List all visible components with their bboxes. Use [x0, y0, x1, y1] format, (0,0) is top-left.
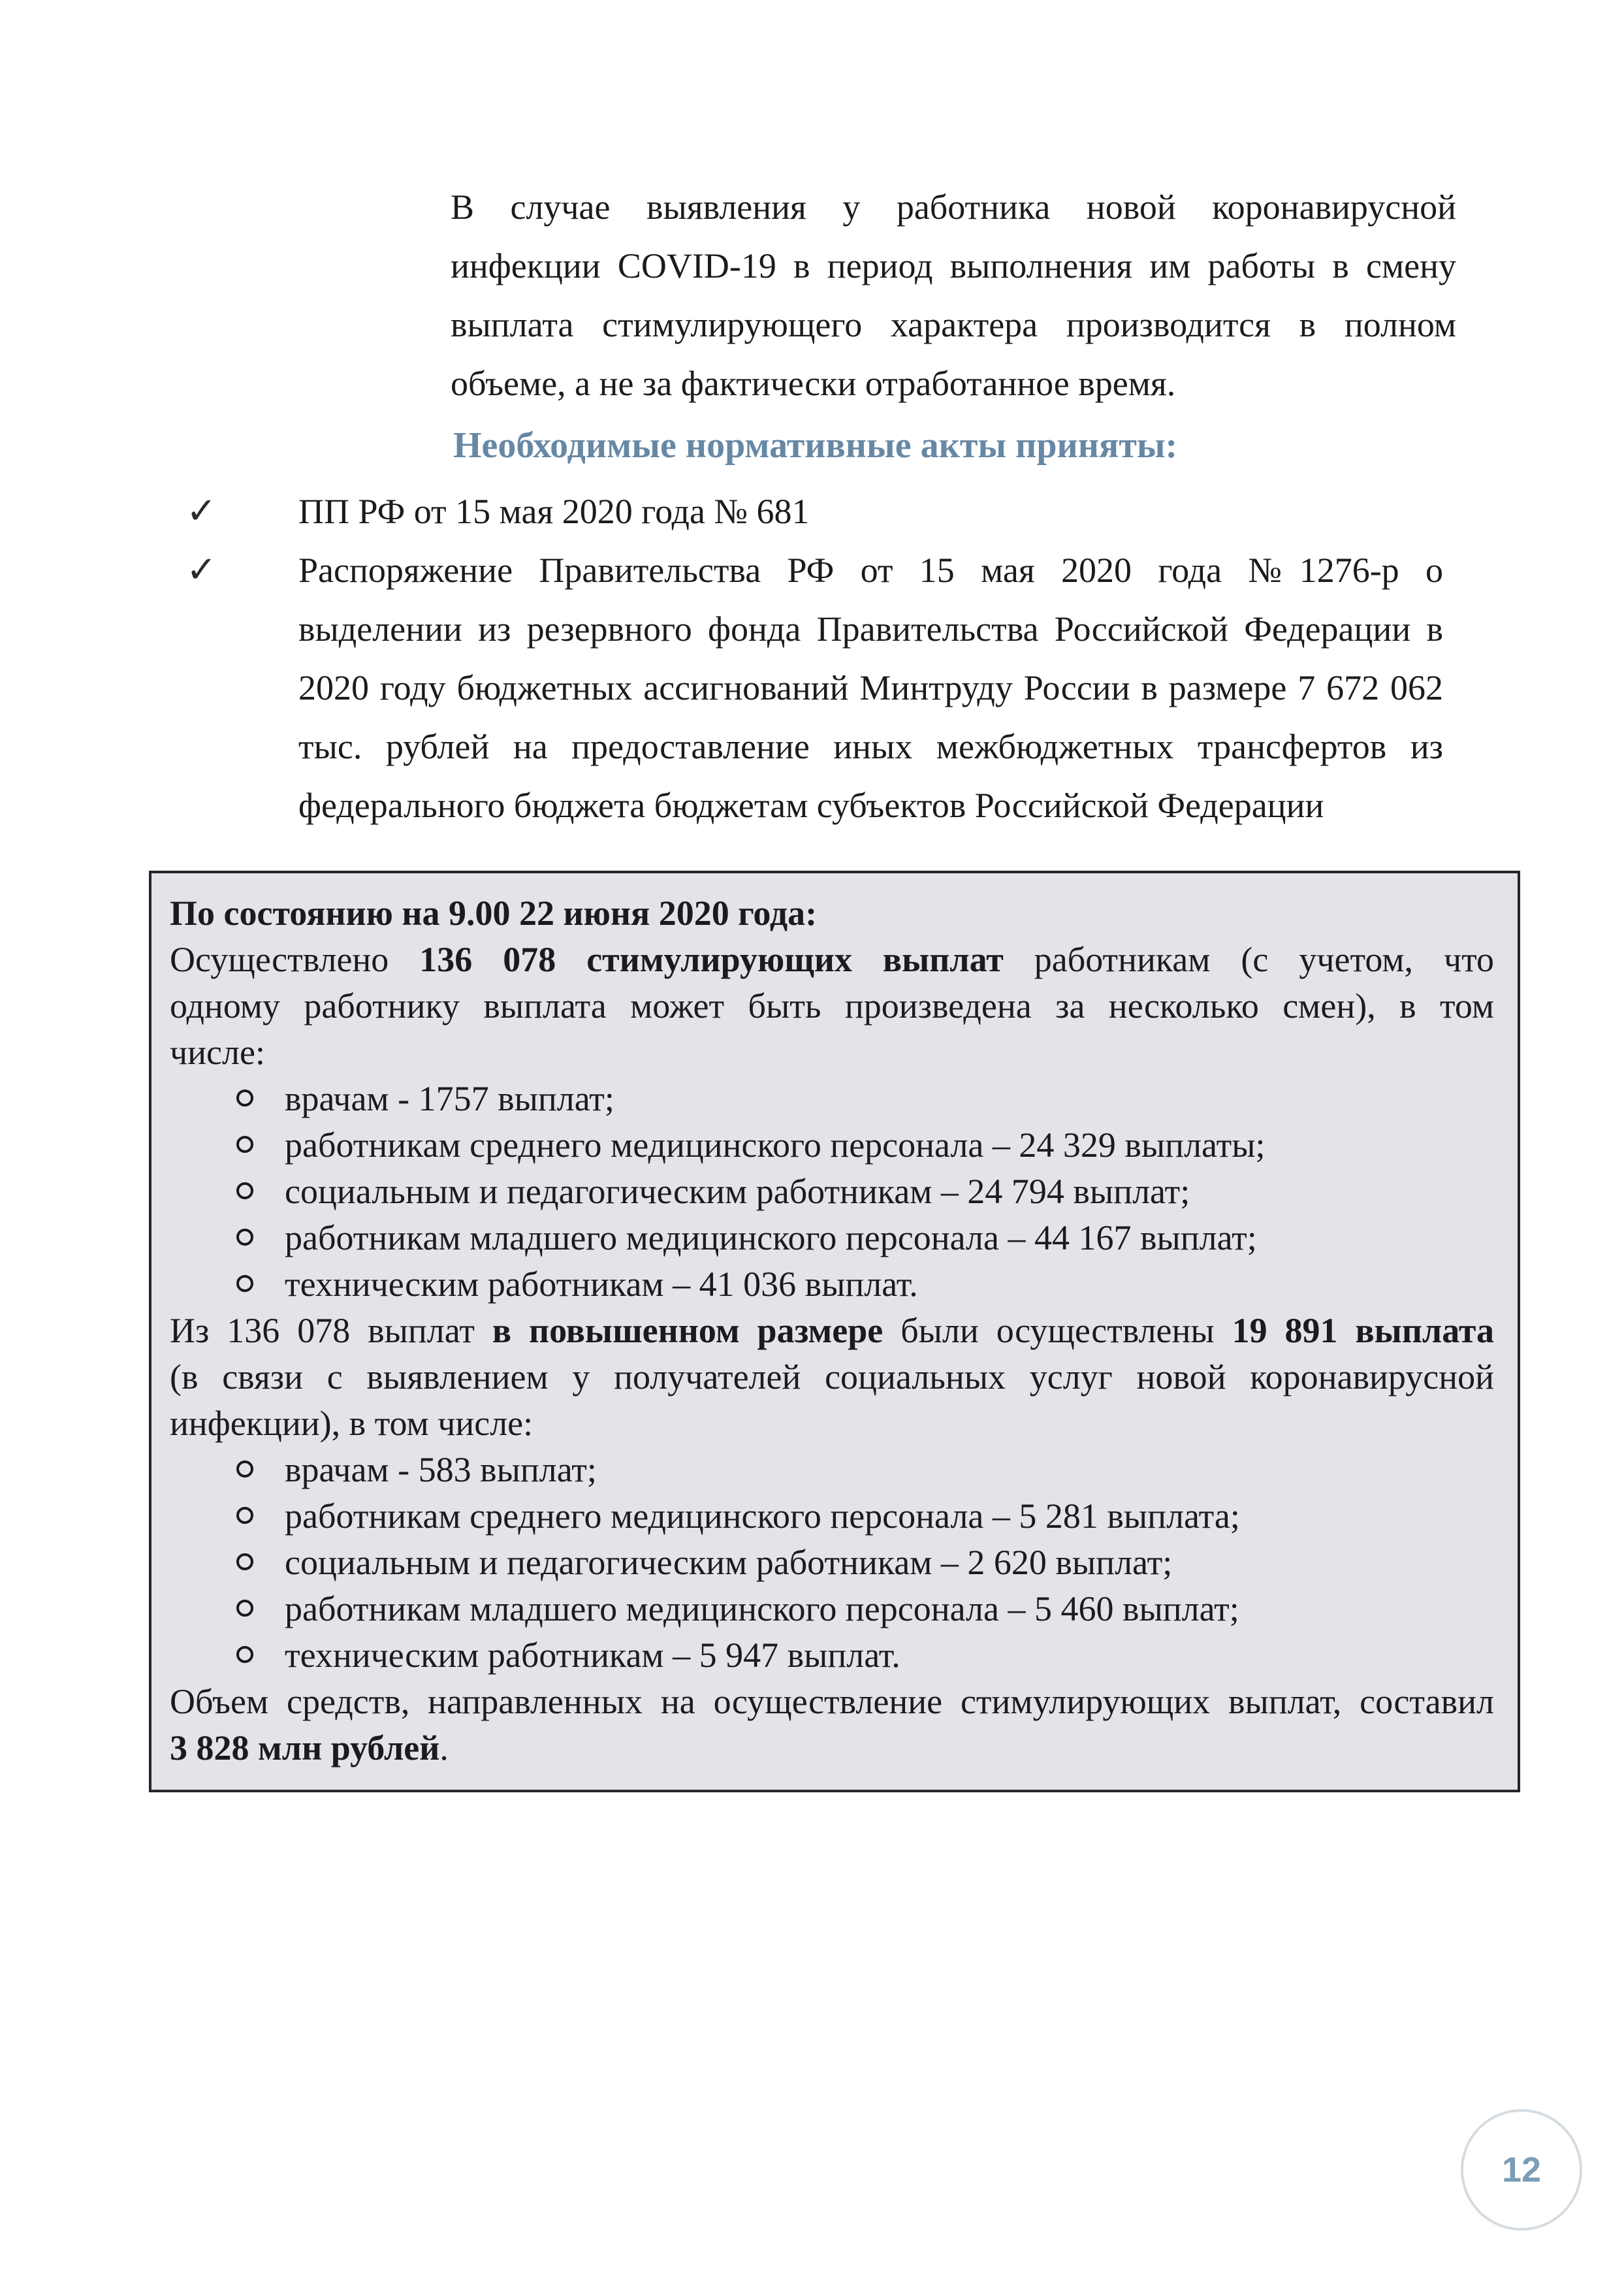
text-line: Из 136 078 выплат в повышенном размере были осуществлены 19 891 выплата	[170, 1311, 1494, 1350]
text-line: выделении из резервного фонда Правительства Российской Федерации в	[298, 609, 1443, 649]
stats-paragraph-1	[170, 937, 1494, 1076]
circle-bullet-icon	[236, 1646, 253, 1663]
text-line: 3 828 млн рублей.	[170, 1728, 449, 1767]
bullet-text: техническим работникам – 5 947 выплат.	[285, 1636, 900, 1675]
circle-bullet-icon	[236, 1136, 253, 1153]
bullet-text: работникам среднего медицинского персонала – 24 329 выплаты;	[285, 1125, 1266, 1165]
bullet-text: работникам младшего медицинского персонала – 44 167 выплат;	[285, 1218, 1257, 1257]
stats-box	[149, 871, 1520, 1792]
page-number-badge	[1461, 2109, 1582, 2231]
text-line: Осуществлено 136 078 стимулирующих выплат работникам (с учетом, что	[170, 940, 1494, 979]
text-line: инфекции COVID-19 в период выполнения им работы в смену	[451, 246, 1456, 285]
bullet-text: техническим работникам – 41 036 выплат.	[285, 1265, 918, 1304]
bullet-text: социальным и педагогическим работникам – 24 794 выплат;	[285, 1172, 1190, 1211]
text-line: 2020 году бюджетных ассигнований Минтруду России в размере 7 672 062	[298, 668, 1443, 707]
list-item	[170, 1540, 1494, 1586]
circle-bullet-icon	[236, 1553, 253, 1570]
circle-bullet-icon	[236, 1600, 253, 1617]
intro-paragraph	[451, 178, 1456, 413]
text-line: инфекции), в том числе:	[170, 1404, 533, 1443]
circle-bullet-icon	[236, 1461, 253, 1477]
text-line: Объем средств, направленных на осуществление стимулирующих выплат, составил	[170, 1682, 1494, 1721]
circle-bullet-icon	[236, 1507, 253, 1524]
text-line: выплата стимулирующего характера производится в полном	[451, 305, 1456, 344]
text-line: федерального бюджета бюджетам субъектов Российской Федерации	[298, 786, 1324, 825]
page-number: 12	[1501, 2150, 1542, 2189]
stats-box-title: По состоянию на 9.00 22 июня 2020 года:	[170, 894, 818, 933]
check-item-2	[186, 541, 1443, 835]
bullet-text: работникам среднего медицинского персонала – 5 281 выплата;	[285, 1496, 1240, 1536]
checkmark-icon: ✓	[186, 549, 217, 591]
text-line: (в связи с выявлением у получателей социальных услуг новой коронавирусной	[170, 1357, 1494, 1396]
text-line: объеме, а не за фактически отработанное время.	[451, 364, 1176, 403]
text-line: Распоряжение Правительства РФ от 15 мая 2020 года №1276-р о	[298, 551, 1443, 590]
stats-paragraph-2	[170, 1308, 1494, 1447]
bullet-text: врачам - 1757 выплат;	[285, 1079, 614, 1118]
stats-bullet-list-2	[170, 1447, 1494, 1679]
text-line: ПП РФ от 15 мая 2020 года № 681	[298, 492, 810, 531]
bullet-text: работникам младшего медицинского персонала – 5 460 выплат;	[285, 1589, 1239, 1628]
circle-bullet-icon	[236, 1182, 253, 1199]
checkmark-icon: ✓	[186, 490, 217, 532]
list-item	[170, 1261, 1494, 1308]
list-item	[170, 1586, 1494, 1632]
circle-bullet-icon	[236, 1229, 253, 1246]
text-line: тыс. рублей на предоставление иных межбюджетных трансфертов из	[298, 727, 1443, 766]
list-item	[170, 1447, 1494, 1493]
stats-bullet-list-1	[170, 1076, 1494, 1308]
bullet-text: врачам - 583 выплат;	[285, 1450, 597, 1489]
check-item-text	[298, 541, 1443, 835]
text-line: одному работнику выплата может быть произведена за несколько смен), в том	[170, 986, 1494, 1025]
bullet-text: социальным и педагогическим работникам – 2 620 выплат;	[285, 1543, 1173, 1582]
list-item	[170, 1215, 1494, 1261]
list-item	[170, 1122, 1494, 1169]
list-item	[170, 1632, 1494, 1679]
circle-bullet-icon	[236, 1275, 253, 1292]
text-line: числе:	[170, 1033, 265, 1072]
list-item	[170, 1076, 1494, 1122]
circle-bullet-icon	[236, 1090, 253, 1106]
list-item	[170, 1169, 1494, 1215]
check-item-text	[298, 482, 1443, 541]
section-heading: Необходимые нормативные акты приняты:	[453, 425, 1178, 466]
check-item-1	[186, 482, 1443, 541]
text-line: В случае выявления у работника новой коронавирусной	[451, 187, 1456, 227]
stats-paragraph-3	[170, 1679, 1494, 1771]
checklist	[186, 482, 1443, 835]
list-item	[170, 1493, 1494, 1540]
